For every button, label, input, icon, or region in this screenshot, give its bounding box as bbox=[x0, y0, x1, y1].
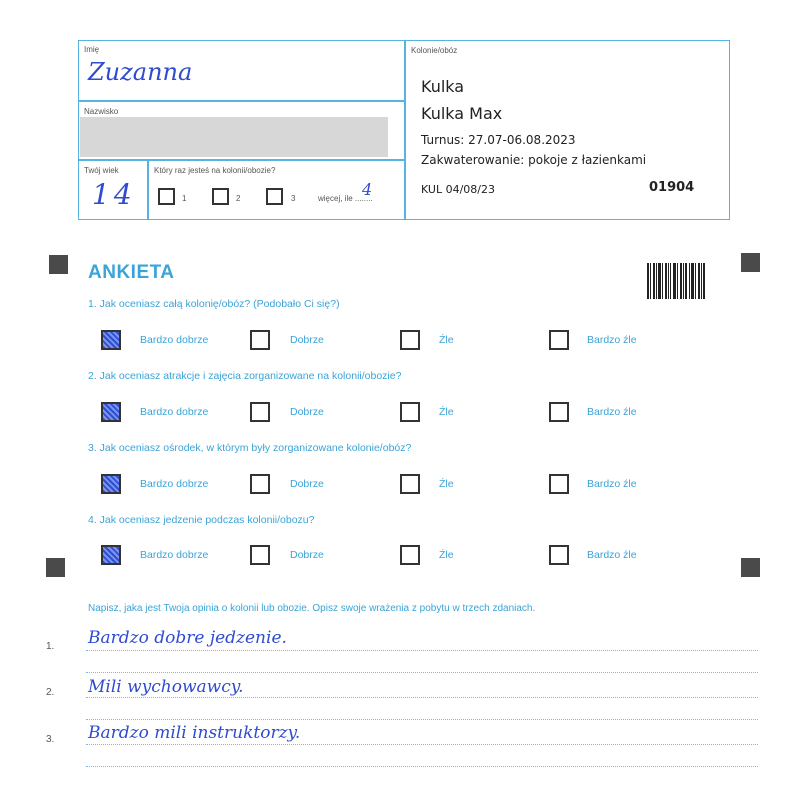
registration-marker bbox=[741, 253, 760, 272]
which-time-option-1: 1 bbox=[182, 194, 187, 203]
q3-option-bardzo-zle: Bardzo źle bbox=[587, 478, 637, 490]
essay-line-3[interactable]: Bardzo mili instruktorzy. bbox=[88, 723, 301, 743]
which-time-option-3: 3 bbox=[291, 194, 296, 203]
line-number-1: 1. bbox=[46, 641, 55, 652]
q3-option-dobrze: Dobrze bbox=[290, 478, 324, 490]
divider bbox=[78, 159, 405, 161]
dotted-line bbox=[86, 672, 758, 673]
survey-title: ANKIETA bbox=[88, 262, 175, 283]
form-number: 01904 bbox=[649, 180, 695, 195]
which-time-option-2: 2 bbox=[236, 194, 241, 203]
q2-checkbox-zle[interactable] bbox=[400, 402, 420, 422]
q4-option-zle: Źle bbox=[439, 549, 454, 561]
q3-option-bardzo-dobrze: Bardzo dobrze bbox=[140, 478, 209, 490]
camp-name: Kulka bbox=[421, 77, 465, 96]
q1-checkbox-bardzo-dobrze[interactable] bbox=[101, 330, 121, 350]
camp-name-2: Kulka Max bbox=[421, 104, 503, 123]
divider bbox=[78, 100, 405, 102]
divider bbox=[147, 159, 149, 220]
turnus: Turnus: 27.07-06.08.2023 bbox=[421, 133, 576, 147]
age-value[interactable]: 14 bbox=[92, 178, 136, 211]
last-name-label: Nazwisko bbox=[84, 107, 119, 116]
registration-marker bbox=[46, 558, 65, 577]
camp-code: KUL 04/08/23 bbox=[421, 183, 495, 196]
line-number-2: 2. bbox=[46, 687, 55, 698]
q2-option-zle: Źle bbox=[439, 406, 454, 418]
q1-option-bardzo-dobrze: Bardzo dobrze bbox=[140, 334, 209, 346]
age-label: Twój wiek bbox=[84, 166, 119, 175]
first-name-value[interactable]: Zuzanna bbox=[88, 58, 193, 86]
dotted-line bbox=[86, 744, 758, 745]
q1-option-zle: Źle bbox=[439, 334, 454, 346]
which-time-checkbox-1[interactable] bbox=[158, 188, 175, 205]
q4-option-dobrze: Dobrze bbox=[290, 549, 324, 561]
dotted-line bbox=[86, 766, 758, 767]
q1-checkbox-dobrze[interactable] bbox=[250, 330, 270, 350]
q4-checkbox-dobrze[interactable] bbox=[250, 545, 270, 565]
camp-label: Kolonie/obóz bbox=[411, 46, 458, 55]
q2-checkbox-bardzo-dobrze[interactable] bbox=[101, 402, 121, 422]
divider bbox=[404, 40, 406, 220]
question-2: 2. Jak oceniasz atrakcje i zajęcia zorganizowane na kolonii/obozie? bbox=[88, 370, 402, 382]
q2-checkbox-dobrze[interactable] bbox=[250, 402, 270, 422]
which-time-checkbox-2[interactable] bbox=[212, 188, 229, 205]
which-time-checkbox-3[interactable] bbox=[266, 188, 283, 205]
registration-marker bbox=[49, 255, 68, 274]
q4-checkbox-bardzo-zle[interactable] bbox=[549, 545, 569, 565]
dotted-line bbox=[86, 650, 758, 651]
more-value[interactable]: 4 bbox=[362, 180, 373, 199]
q4-checkbox-bardzo-dobrze[interactable] bbox=[101, 545, 121, 565]
q3-checkbox-dobrze[interactable] bbox=[250, 474, 270, 494]
question-3: 3. Jak oceniasz ośrodek, w którym były zorganizowane kolonie/obóz? bbox=[88, 442, 412, 454]
first-name-label: Imię bbox=[84, 45, 100, 54]
registration-marker bbox=[741, 558, 760, 577]
last-name-redacted bbox=[80, 117, 388, 157]
q3-checkbox-bardzo-zle[interactable] bbox=[549, 474, 569, 494]
essay-line-2[interactable]: Mili wychowawcy. bbox=[88, 677, 244, 697]
accommodation: Zakwaterowanie: pokoje z łazienkami bbox=[421, 153, 647, 167]
question-4: 4. Jak oceniasz jedzenie podczas kolonii/obozu? bbox=[88, 514, 315, 526]
q1-checkbox-zle[interactable] bbox=[400, 330, 420, 350]
dotted-line bbox=[86, 719, 758, 720]
question-1: 1. Jak oceniasz całą kolonię/obóz? (Podobało Ci się?) bbox=[88, 298, 340, 310]
q4-option-bardzo-dobrze: Bardzo dobrze bbox=[140, 549, 209, 561]
q4-option-bardzo-zle: Bardzo źle bbox=[587, 549, 637, 561]
q3-checkbox-bardzo-dobrze[interactable] bbox=[101, 474, 121, 494]
which-time-label: Który raz jesteś na kolonii/obozie? bbox=[154, 166, 276, 175]
q2-option-dobrze: Dobrze bbox=[290, 406, 324, 418]
essay-line-1[interactable]: Bardzo dobre jedzenie. bbox=[88, 628, 287, 648]
q3-checkbox-zle[interactable] bbox=[400, 474, 420, 494]
q2-checkbox-bardzo-zle[interactable] bbox=[549, 402, 569, 422]
q1-option-dobrze: Dobrze bbox=[290, 334, 324, 346]
dotted-line bbox=[86, 697, 758, 698]
q2-option-bardzo-dobrze: Bardzo dobrze bbox=[140, 406, 209, 418]
barcode-icon bbox=[647, 263, 705, 299]
essay-prompt: Napisz, jaka jest Twoja opinia o kolonii lub obozie. Opisz swoje wrażenia z pobytu w trzech zdaniach. bbox=[88, 603, 536, 614]
more-label: więcej, ile ........ bbox=[318, 194, 373, 203]
q1-option-bardzo-zle: Bardzo źle bbox=[587, 334, 637, 346]
q1-checkbox-bardzo-zle[interactable] bbox=[549, 330, 569, 350]
q2-option-bardzo-zle: Bardzo źle bbox=[587, 406, 637, 418]
q4-checkbox-zle[interactable] bbox=[400, 545, 420, 565]
line-number-3: 3. bbox=[46, 734, 55, 745]
q3-option-zle: Źle bbox=[439, 478, 454, 490]
